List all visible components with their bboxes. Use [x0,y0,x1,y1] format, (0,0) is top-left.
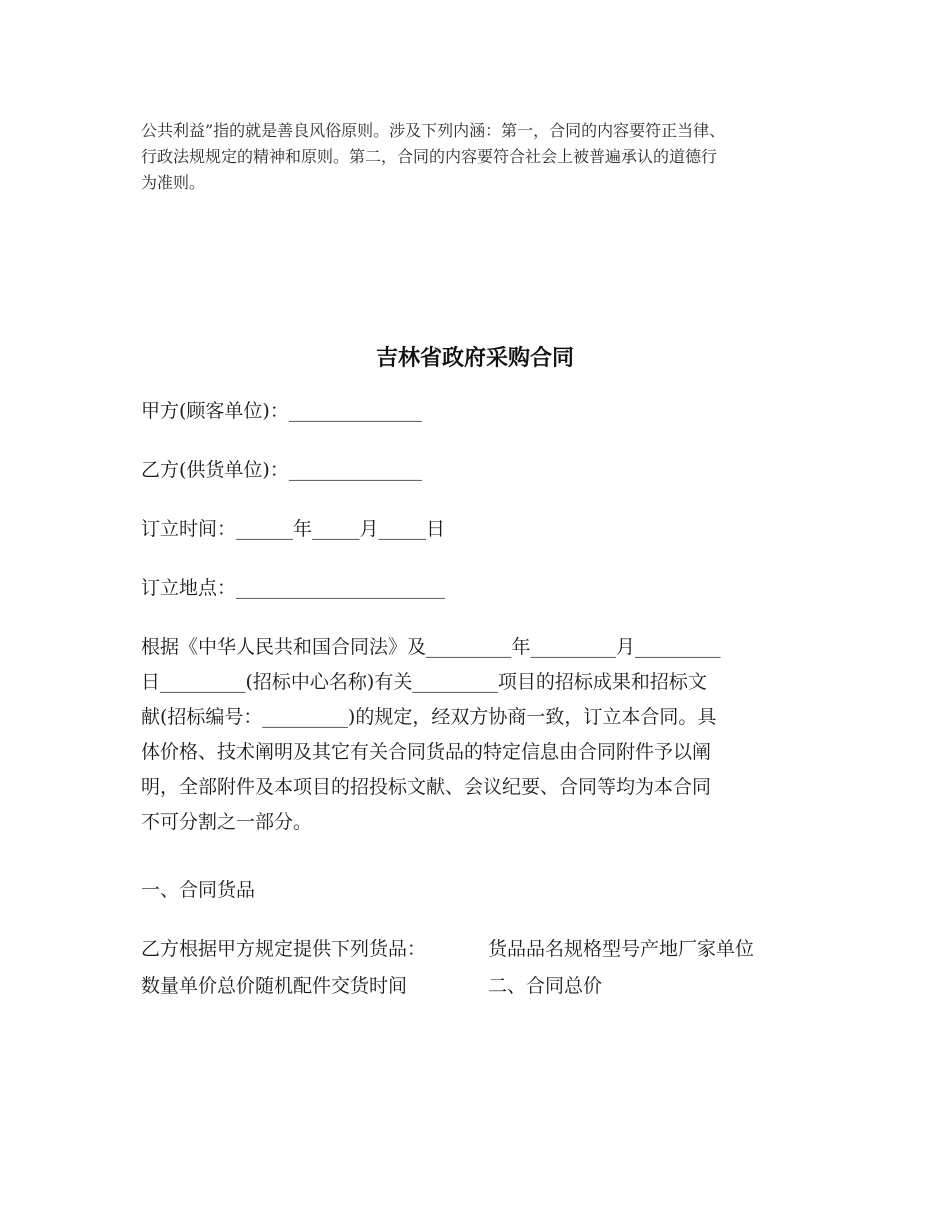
goods-columns-line-2: 数量单价总价随机配件交货时间 [141,975,408,997]
goods-intro: 乙方根据甲方规定提供下列货品： [141,938,427,960]
preamble-line: 体价格、技术阐明及其它有关合同货品的特定信息由合同附件予以阐 [141,741,712,763]
party-a-field: 甲方(顾客单位)：______________ [141,400,422,422]
contract-preamble [141,630,811,840]
preamble-line: 日_________(招标中心名称)有关_________项目的招标成果和招标文 [141,671,707,693]
party-b-field: 乙方(供货单位)：______________ [141,459,422,481]
paragraph-line: 行政法规规定的精神和原则。第二，合同的内容要符合社会上被普遍承认的道德行 [141,147,718,166]
preamble-line: 献(招标编号：_________)的规定，经双方协商一致，订立本合同。具 [141,706,717,728]
preamble-line: 不可分割之一部分。 [141,811,313,833]
preamble-line: 明，全部附件及本项目的招投标文献、会议纪要、合同等均为本合同 [141,776,712,798]
paragraph-line: 公共利益”指的就是善良风俗原则。涉及下列内涵：第一，合同的内容要符正当律、 [141,121,726,140]
section-2-heading: 二、合同总价 [488,975,603,997]
goods-row-2 [141,972,603,1000]
previous-page-paragraph [141,118,821,196]
sign-place-field: 订立地点：______________________ [141,577,446,599]
goods-columns-line-1: 货品品名规格型号产地厂家单位 [488,938,755,960]
sign-date-field: 订立时间：______年_____月_____日 [141,518,446,540]
goods-row-1 [141,935,755,963]
contract-title: 吉林省政府采购合同 [375,345,574,371]
preamble-line: 根据《中华人民共和国合同法》及_________年_________月_________ [141,636,721,658]
section-1-heading: 一、合同货品 [141,879,256,901]
paragraph-line: 为准则。 [141,173,206,192]
